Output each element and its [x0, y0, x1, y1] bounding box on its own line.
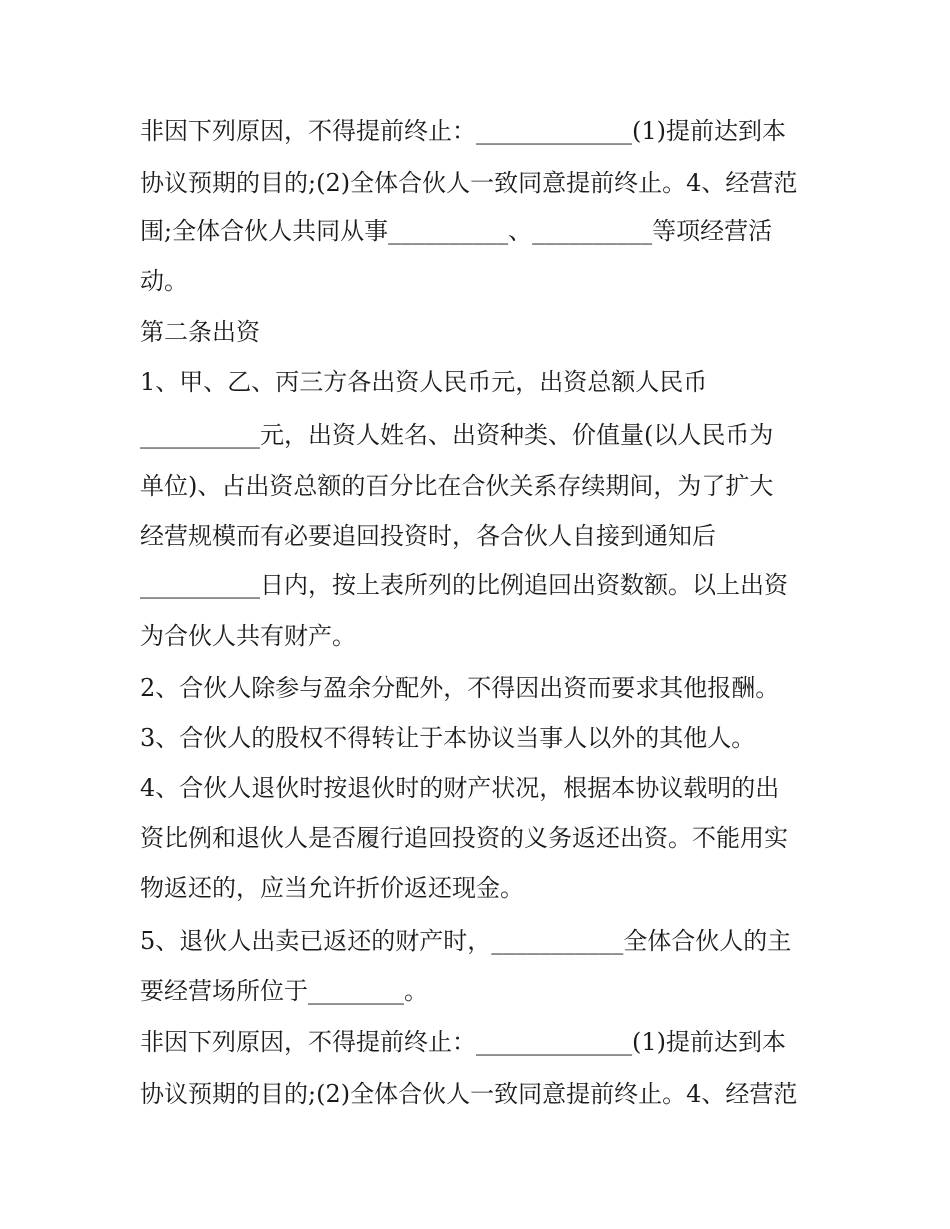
text-line: 非因下列原因，不得提前终止：_____________(1)提前达到本	[140, 117, 786, 145]
text-line: 资比例和退伙人是否履行追回投资的义务返还出资。不能用实	[140, 824, 788, 852]
text-line: 单位)、占出资总额的百分比在合伙关系存续期间，为了扩大	[140, 472, 774, 500]
text-line: 2、合伙人除参与盈余分配外，不得因出资而要求其他报酬。	[140, 674, 780, 702]
text-line: 协议预期的目的;(2)全体合伙人一致同意提前终止。4、经营范	[140, 169, 798, 197]
text-line: 为合伙人共有财产。	[140, 622, 356, 650]
text-line: 围;全体合伙人共同从事__________、__________等项经营活	[140, 217, 773, 245]
text-line: 协议预期的目的;(2)全体合伙人一致同意提前终止。4、经营范	[140, 1080, 798, 1108]
text-line: __________元，出资人姓名、出资种类、价值量(以人民币为	[140, 421, 774, 449]
text-line: 5、退伙人出卖已返还的财产时，___________全体合伙人的主	[140, 927, 792, 955]
text-line: 要经营场所位于________。	[140, 977, 428, 1005]
text-line: 物返还的，应当允许折价返还现金。	[140, 874, 524, 902]
text-line: 1、甲、乙、丙三方各出资人民币元，出资总额人民币	[140, 368, 708, 396]
text-line: 非因下列原因，不得提前终止：_____________(1)提前达到本	[140, 1028, 786, 1056]
text-line: 动。	[140, 267, 188, 295]
text-line: 经营规模而有必要追回投资时，各合伙人自接到通知后	[140, 522, 716, 550]
text-line: 4、合伙人退伙时按退伙时的财产状况，根据本协议载明的出	[140, 774, 780, 802]
section-heading: 第二条出资	[140, 318, 260, 346]
text-line: 3、合伙人的股权不得转让于本协议当事人以外的其他人。	[140, 724, 756, 752]
text-line: __________日内，按上表所列的比例追回出资数额。以上出资	[140, 571, 788, 599]
